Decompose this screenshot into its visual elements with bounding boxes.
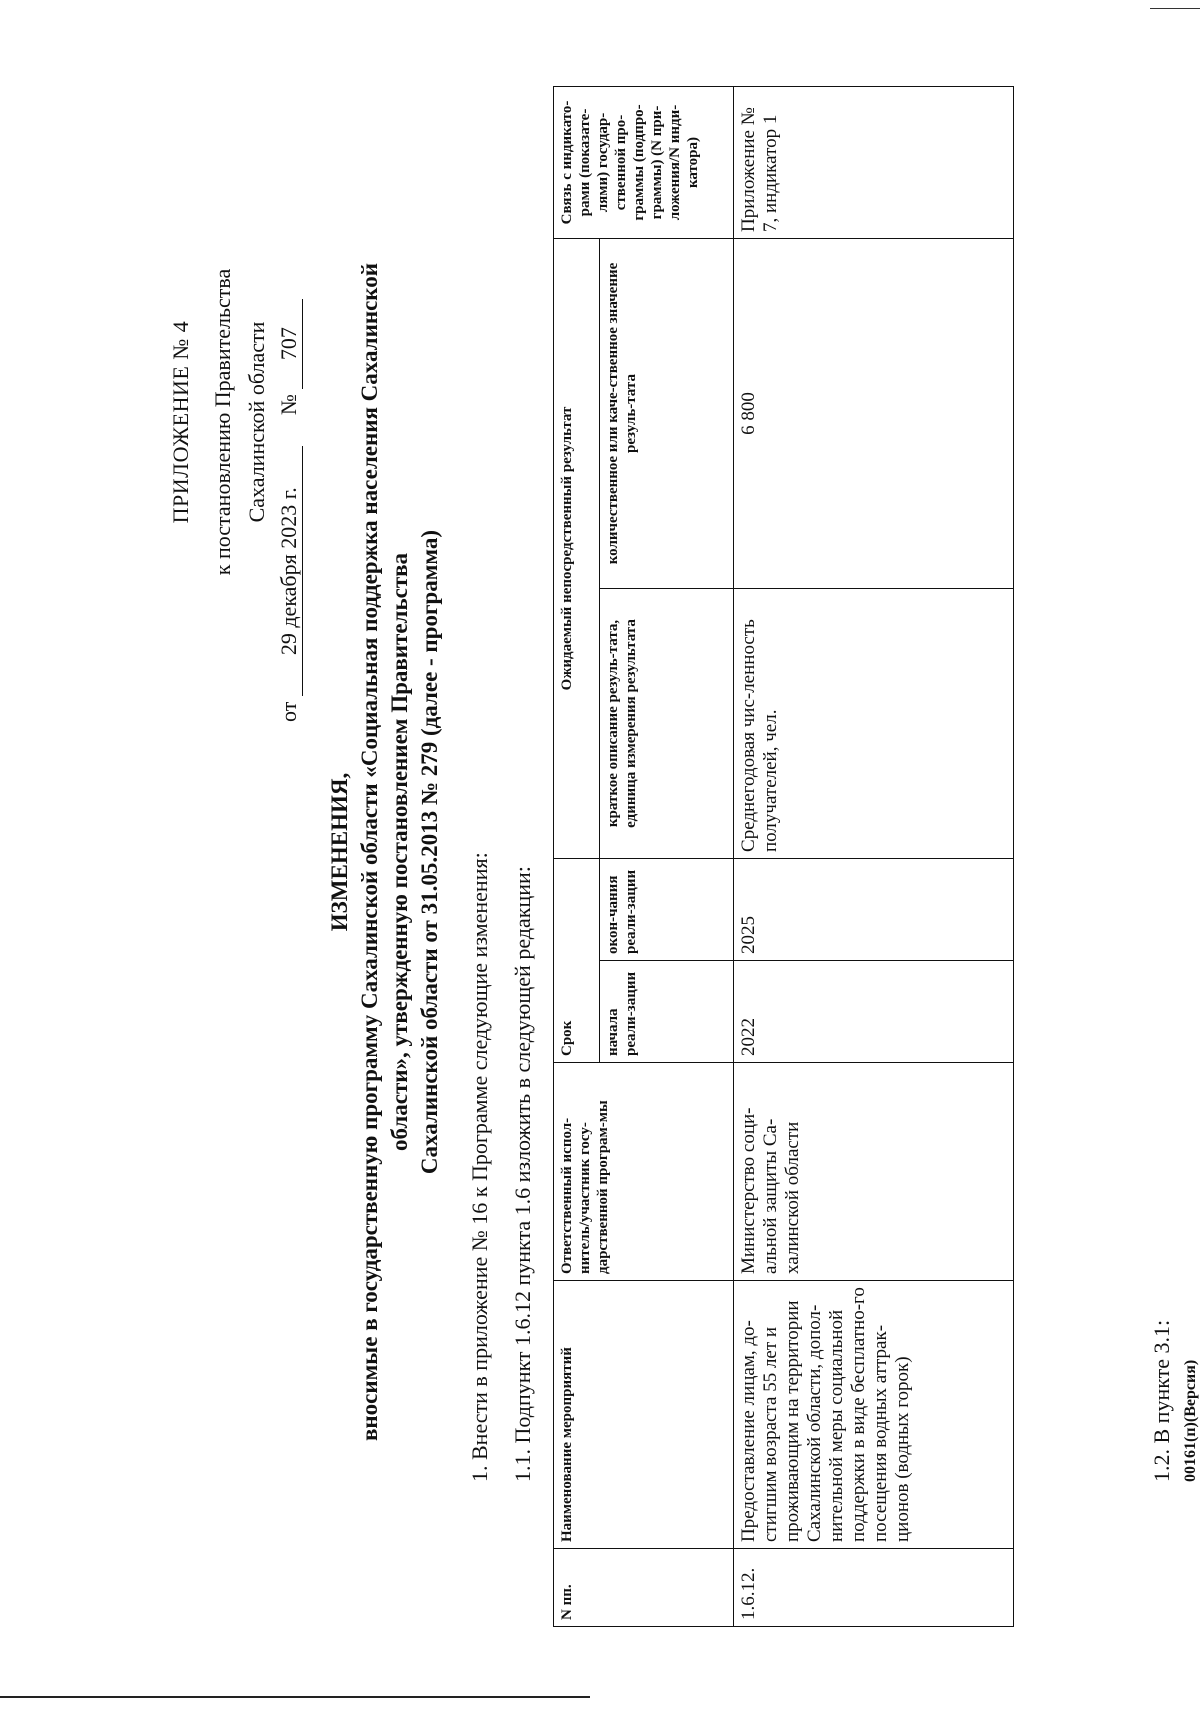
document-title: [325, 92, 445, 1612]
cell-num: 1.6.12.: [734, 1549, 1014, 1627]
cell-link: Приложение № 7, индикатор 1: [734, 86, 1014, 238]
table-row: [734, 86, 1014, 1626]
cell-responsible: Министерство соци-альной защиты Са-халинской области: [734, 1063, 1014, 1281]
title-line-3: Сахалинской области от 31.05.2013 № 279 (далее - программа): [417, 529, 442, 1175]
paragraph-1: 1. Внести в приложение № 16 к Программе следующие изменения:: [467, 852, 492, 1482]
resolution-number: 707: [276, 299, 303, 389]
scan-edge-line: [0, 1696, 590, 1698]
cell-term-end: 2025: [734, 858, 1014, 960]
number-label: №: [276, 394, 301, 416]
cell-result-value: 6 800: [734, 238, 1014, 588]
paragraph-1-2: 1.2. В пункте 3.1:: [1149, 1319, 1174, 1482]
cell-name: Предоставление лицам, до-стигшим возраста 55 лет и проживающим на территории Сахалинской области, допол-нительной меры социальной поддержки в виде бесплатно-го посещения водных аттрак-ционов (водных горок): [734, 1281, 1014, 1549]
appendix-title: ПРИЛОЖЕНИЕ № 4: [168, 320, 193, 524]
title-heading: ИЗМЕНЕНИЯ,: [327, 772, 352, 932]
scan-corner-mark: [1150, 8, 1200, 9]
header-term-start: начала реали-зации: [600, 961, 734, 1063]
appendix-line-1: к постановлению Правительства: [210, 268, 235, 576]
resolution-date: 29 декабря 2023 г.: [276, 446, 303, 696]
paragraph-1-1: 1.1. Подпункт 1.6.12 пункта 1.6 изложить в следующей редакции:: [510, 866, 535, 1482]
header-term-end: окон-чания реали-зации: [600, 858, 734, 960]
header-term: Срок: [554, 858, 600, 1062]
appendix-date-line: [276, 102, 303, 722]
header-result-value: количественное или каче-ственное значение резуль-тата: [600, 238, 734, 588]
from-label: от: [276, 701, 301, 722]
appendix-line-2: Сахалинской области: [244, 321, 269, 523]
header-result: Ожидаемый непосредственный результат: [554, 238, 600, 858]
cell-result-desc: Среднегодовая чис-ленность получателей, чел.: [734, 588, 1014, 858]
header-name: Наименование мероприятий: [554, 1281, 734, 1549]
title-line-2: области», утвержденную постановлением Правительства: [387, 552, 412, 1152]
footer-code: 00161(п)(Версия): [1182, 1359, 1199, 1482]
header-num: N пп.: [554, 1549, 734, 1627]
changes-table: [553, 86, 1014, 1627]
header-result-desc: краткое описание резуль-тата, единица измерения результата: [600, 588, 734, 858]
title-line-1: вносимые в государственную программу Сахалинской области «Социальная поддержка населения Сахалинской: [357, 263, 382, 1441]
cell-term-start: 2022: [734, 961, 1014, 1063]
header-link: Связь с индикато-рами (показате-лями) государ-ственной про-граммы (подпро-граммы) (N при-ложения/N инди-катора): [554, 86, 734, 238]
header-responsible: Ответственный испол-нитель/участник госу-дарственной програм-мы: [554, 1063, 734, 1281]
